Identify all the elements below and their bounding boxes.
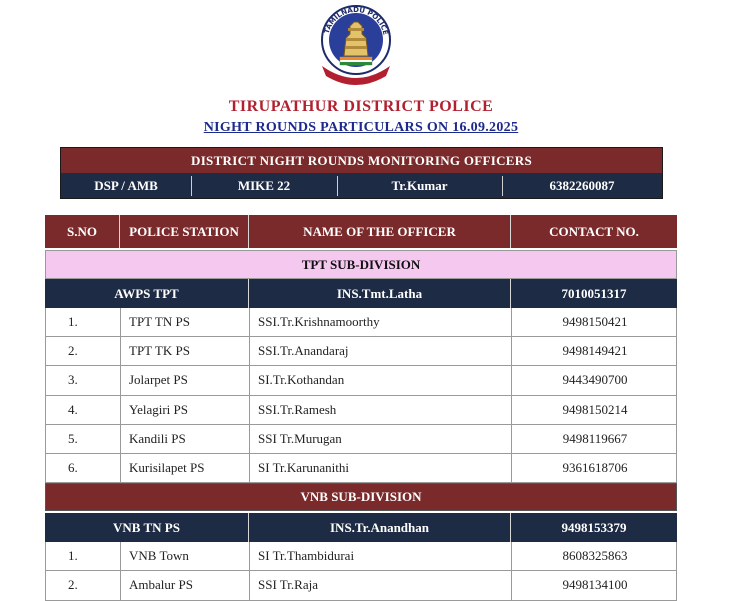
monitoring-contact: 6382260087 (549, 178, 615, 193)
row-officer: SI Tr.Thambidurai (250, 542, 512, 570)
row-station: Jolarpet PS (121, 366, 250, 394)
col-officer-name: NAME OF THE OFFICER (249, 215, 511, 248)
row-contact: 9498149421 (562, 343, 628, 359)
incharge-row-vnb (45, 513, 677, 542)
incharge-station: VNB TN PS (45, 513, 249, 542)
row-officer: SI.Tr.Kothandan (250, 366, 512, 394)
section-name: VNB SUB-DIVISION (300, 489, 422, 505)
incharge-station: AWPS TPT (45, 279, 249, 308)
row-officer: SSI.Tr.Anandaraj (250, 337, 512, 365)
col-police-station: POLICE STATION (120, 215, 249, 248)
row-contact: 9498134100 (562, 577, 628, 593)
monitoring-rank: DSP / AMB (61, 176, 192, 196)
monitoring-row (61, 174, 662, 198)
col-sno: S.NO (45, 215, 120, 248)
row-officer: SSI.Tr.Krishnamoorthy (250, 308, 512, 336)
section-heading-vnb (45, 483, 677, 511)
emblem-text: TAMILNADU POLICE (322, 5, 390, 36)
table-header (45, 215, 677, 248)
incharge-contact: 9498153379 (561, 519, 627, 535)
row-sno: 2. (46, 337, 121, 365)
row-station: VNB Town (121, 542, 250, 570)
page-subtitle: NIGHT ROUNDS PARTICULARS ON 16.09.2025 (203, 120, 519, 135)
row-sno: 3. (46, 366, 121, 394)
row-contact: 9361618706 (562, 460, 628, 476)
row-sno: 4. (46, 396, 121, 424)
section-heading-tpt (45, 250, 677, 279)
incharge-contact: 7010051317 (561, 285, 627, 301)
row-contact: 8608325863 (562, 548, 628, 564)
row-station: TPT TN PS (121, 308, 250, 336)
row-officer: SSI.Tr.Ramesh (250, 396, 512, 424)
row-contact: 9498150421 (562, 314, 628, 330)
row-sno: 5. (46, 425, 121, 453)
table-row (45, 571, 677, 600)
monitoring-heading: DISTRICT NIGHT ROUNDS MONITORING OFFICERS (61, 148, 662, 173)
row-station: TPT TK PS (121, 337, 250, 365)
table-row (45, 454, 677, 483)
table-row (45, 396, 677, 425)
row-sno: 2. (46, 571, 121, 599)
row-contact: 9498119667 (562, 430, 628, 446)
table-row (45, 308, 677, 337)
incharge-officer: INS.Tr.Anandhan (249, 513, 511, 542)
section-name: TPT SUB-DIVISION (301, 256, 421, 272)
table-row (45, 542, 677, 571)
row-station: Kandili PS (121, 425, 250, 453)
tamilnadu-police-emblem (316, 4, 396, 88)
monitoring-officers-box (60, 147, 663, 199)
row-station: Kurisilapet PS (121, 454, 250, 482)
table-row (45, 425, 677, 454)
table-row (45, 337, 677, 366)
monitoring-officer: Tr.Kumar (337, 176, 503, 196)
table-row (45, 366, 677, 395)
row-officer: SSI Tr.Raja (250, 571, 512, 599)
night-rounds-table (45, 215, 677, 601)
col-contact: CONTACT NO. (549, 223, 639, 239)
page-title: TIRUPATHUR DISTRICT POLICE (228, 98, 494, 115)
row-sno: 6. (46, 454, 121, 482)
incharge-row-tpt (45, 279, 677, 308)
row-station: Ambalur PS (121, 571, 250, 599)
monitoring-callsign: MIKE 22 (191, 176, 338, 196)
row-contact: 9498150214 (562, 401, 628, 417)
row-contact: 9443490700 (562, 372, 628, 388)
row-sno: 1. (46, 308, 121, 336)
row-officer: SI Tr.Karunanithi (250, 454, 512, 482)
incharge-officer: INS.Tmt.Latha (249, 279, 511, 308)
row-officer: SSI Tr.Murugan (250, 425, 512, 453)
row-station: Yelagiri PS (121, 396, 250, 424)
row-sno: 1. (46, 542, 121, 570)
